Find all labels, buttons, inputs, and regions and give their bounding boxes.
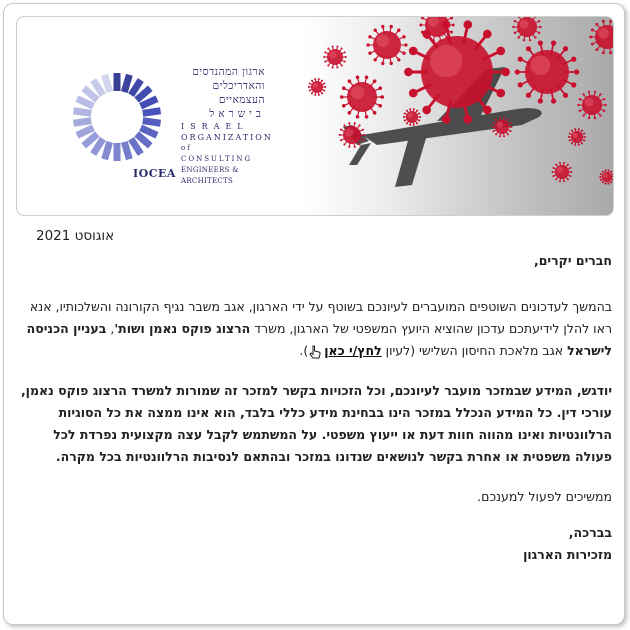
logo-ring-bar — [77, 128, 93, 135]
p1-text-3: ). — [299, 343, 309, 358]
greeting: חברים יקרים, — [533, 253, 612, 268]
logo-acronym: IOCEA — [133, 167, 176, 180]
logo-ring-bar — [124, 75, 129, 92]
logo-text — [181, 65, 273, 187]
logo-ring-bar — [124, 142, 129, 159]
banner-graphic — [17, 17, 614, 216]
logo-hebrew-3: העצמאיים — [218, 94, 265, 106]
logo-ring-bar — [73, 121, 91, 124]
logo-english-4: ENGINEERS & ARCHITECTS — [181, 166, 239, 185]
logo-ring-bar — [131, 139, 141, 154]
logo-english-2: ORGANIZATION — [181, 133, 273, 142]
paragraph-disclaimer: יודגש, המידע שבמזכר מועבר לעיונכם, וכל הזכויות בקשר למזכר זה שמורות למשרד הרצוג פוקס נאמן, עורכי דין. כל המידע הנכלל במזכר הינו בבחינת מידע כללי בלבד, הוא אינו ממצה את כל הסוגיות הרלוונטיות ואינו מהווה חוות דעת או ייעוץ משפטי. על המשתמש לקבל עצה מקצועית נפרדת לכל פעולה משפטית או אחרת בקשר לנושאים שנדונו במזכר ובהתאם לנסיבות הרלוונטיות בכל מקרה. — [20, 383, 612, 464]
logo-ring-bar — [93, 139, 103, 154]
signature: מזכירות הארגון — [523, 547, 612, 562]
logo-hebrew-2: והאדריכלים — [212, 80, 265, 92]
click-here-link[interactable]: לחץ/י כאן — [324, 343, 382, 358]
logo-ring-bar — [84, 88, 98, 100]
virus-icon — [340, 75, 384, 118]
p1-text-2: אגב מלאכת החיסון השלישי (לעיון — [381, 343, 568, 358]
logo-ring-bar — [141, 128, 157, 135]
law-firm-name: הרצוג פוקס נאמן ושות' — [114, 321, 251, 336]
logo-ring-bar — [105, 142, 110, 159]
logo-ring-bar — [73, 111, 91, 114]
virus-icon — [599, 169, 614, 184]
logo-ring-bar — [105, 75, 110, 92]
virus-icon — [577, 91, 606, 120]
p1-text: בהמשך לעדכונים השוטפים המועברים לעיונכם בשוטף על ידי הארגון, אגב משבר נגיף הקורונה והשלכותיו, אנא ראו להלן לידיעתכם עדכון שהוציא היועץ המשפטי של הארגון, משרד — [29, 299, 612, 336]
virus-icon — [366, 25, 407, 65]
logo-ring-bar — [137, 134, 151, 146]
logo-ring-bar — [131, 80, 141, 95]
logo-ring-bar — [137, 88, 151, 100]
logo-ring-bar — [143, 111, 161, 114]
logo-ring-bar — [141, 99, 157, 106]
virus-icon — [568, 128, 586, 146]
p1-sep: , — [106, 321, 115, 336]
subject-text: בעניין הכניסה לישראל — [26, 321, 612, 358]
virus-icon — [308, 78, 326, 96]
virus-icon — [323, 45, 347, 68]
letter-body — [20, 250, 612, 566]
logo-english-1: ISRAEL — [181, 122, 249, 131]
letter-date: אוגוסט 2021 — [36, 228, 115, 244]
logo-ring-bar — [77, 99, 93, 106]
logo-ring-bar — [84, 134, 98, 146]
logo-ring-bar — [143, 121, 161, 124]
paragraph-update — [20, 296, 612, 362]
logo-ring-icon — [73, 73, 160, 161]
virus-icon — [515, 40, 580, 103]
virus-icon — [552, 162, 573, 182]
logo-ring-bar — [93, 80, 103, 95]
virus-icon — [589, 20, 614, 54]
logo-hebrew-4: בישראל — [209, 108, 265, 120]
header-banner — [16, 16, 614, 216]
virus-icon — [512, 17, 541, 41]
hand-pointer-icon — [308, 345, 322, 359]
closing: בברכה, — [568, 525, 612, 540]
logo-hebrew-1: ארגון המהנדסים — [192, 66, 265, 78]
paragraph-continue: ממשיכים לפעול למענכם. — [477, 489, 612, 504]
logo-english-3: of CONSULTING — [181, 144, 253, 163]
virus-icon — [403, 108, 421, 126]
